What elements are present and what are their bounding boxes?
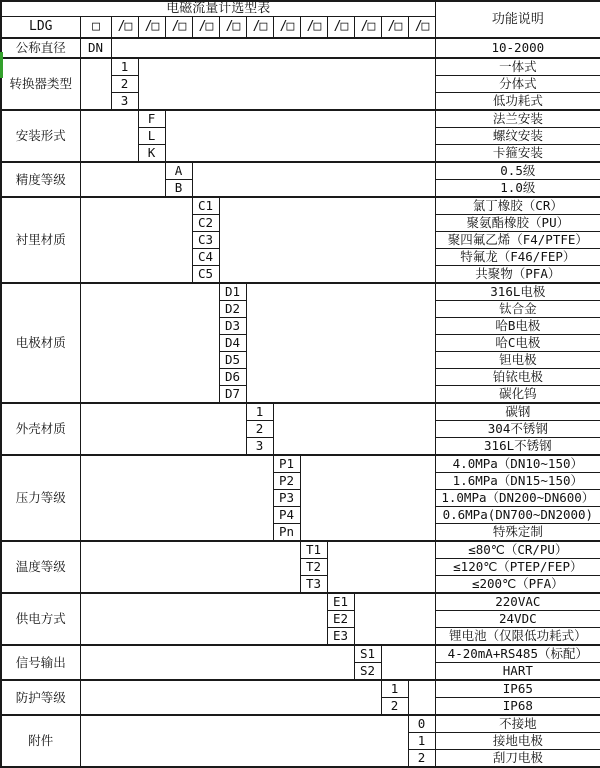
model-slot-box: /□ [408,17,435,39]
dn-blank-cell [111,38,435,58]
option-desc: 220VAC [435,593,600,611]
group-label: 精度等级 [1,162,80,197]
page-title: 电磁流量计选型表 [1,1,435,17]
option-code: 0 [408,715,435,733]
option-code: 2 [246,421,273,438]
option-row [1,58,600,76]
option-row [1,715,600,733]
option-code: P4 [273,507,300,524]
option-code: D7 [219,386,246,404]
model-slot-box: /□ [273,17,300,39]
option-desc: HART [435,663,600,681]
option-code: K [138,145,165,163]
header-row [1,1,600,17]
option-desc: 一体式 [435,58,600,76]
option-desc: 316L不锈钢 [435,438,600,456]
option-code: A [165,162,192,180]
option-desc: 聚四氟乙烯（F4/PTFE） [435,232,600,249]
blank-left-cell [80,455,273,541]
option-code: D1 [219,283,246,301]
option-desc: 4-20mA+RS485（标配） [435,645,600,663]
model-slot-box: /□ [381,17,408,39]
model-slot-box: /□ [246,17,273,39]
blank-left-cell [80,403,246,455]
option-desc: 特氟龙（F46/FEP） [435,249,600,266]
dn-row [1,38,600,58]
option-desc: 共聚物（PFA） [435,266,600,284]
option-desc: IP65 [435,680,600,698]
option-code: C2 [192,215,219,232]
group-label: 衬里材质 [1,197,80,283]
option-code: 2 [408,750,435,768]
group-label: 安装形式 [1,110,80,162]
option-desc: 1.0MPa（DN200~DN600） [435,490,600,507]
option-desc: 钛合金 [435,301,600,318]
option-code: P1 [273,455,300,473]
option-code: 1 [408,733,435,750]
option-desc: ≤120℃（PTEP/FEP） [435,559,600,576]
option-desc: 碳钢 [435,403,600,421]
option-desc: 316L电极 [435,283,600,301]
blank-right-cell [219,197,435,283]
option-desc: 接地电极 [435,733,600,750]
option-desc: 低功耗式 [435,93,600,111]
option-row [1,455,600,473]
option-code: L [138,128,165,145]
option-desc: 钽电极 [435,352,600,369]
option-code: 2 [111,76,138,93]
option-desc: 24VDC [435,611,600,628]
option-desc: ≤200℃（PFA） [435,576,600,594]
option-code: D6 [219,369,246,386]
blank-right-cell [300,455,435,541]
group-label: 转换器类型 [1,58,80,110]
blank-left-cell [80,541,300,593]
option-code: C4 [192,249,219,266]
blank-left-cell [80,645,354,680]
option-row [1,645,600,663]
option-desc: 304不锈钢 [435,421,600,438]
model-slot-box: /□ [219,17,246,39]
option-row [1,403,600,421]
blank-right-cell [408,680,435,715]
model-slot-box: /□ [138,17,165,39]
option-code: 1 [111,58,138,76]
blank-right-cell [327,541,435,593]
blank-right-cell [354,593,435,645]
model-slot-box: /□ [354,17,381,39]
option-row [1,680,600,698]
option-code: P3 [273,490,300,507]
option-desc: 0.6MPa(DN700~DN2000) [435,507,600,524]
option-code: C5 [192,266,219,284]
option-desc: 碳化钨 [435,386,600,404]
blank-right-cell [273,403,435,455]
option-desc: 卡箍安装 [435,145,600,163]
option-desc: 4.0MPa（DN10~150） [435,455,600,473]
option-code: 1 [381,680,408,698]
group-label: 附件 [1,715,80,767]
option-code: T2 [300,559,327,576]
model-base-box: □ [80,17,111,39]
option-desc: ≤80℃（CR/PU） [435,541,600,559]
blank-right-cell [381,645,435,680]
blank-left-cell [80,110,138,162]
option-code: C3 [192,232,219,249]
option-code: F [138,110,165,128]
model-slot-box: /□ [300,17,327,39]
option-code: D3 [219,318,246,335]
option-desc: IP68 [435,698,600,716]
option-row [1,110,600,128]
blank-left-cell [80,715,408,767]
option-row [1,197,600,215]
option-code: T3 [300,576,327,594]
option-desc: 氯丁橡胶（CR） [435,197,600,215]
option-code: Pn [273,524,300,542]
group-label: 供电方式 [1,593,80,645]
group-label: 电极材质 [1,283,80,403]
blank-right-cell [192,162,435,197]
option-desc: 不接地 [435,715,600,733]
blank-left-cell [80,283,219,403]
blank-left-cell [80,593,327,645]
option-desc: 哈B电极 [435,318,600,335]
group-label: 温度等级 [1,541,80,593]
option-code: 3 [246,438,273,456]
option-code: S1 [354,645,381,663]
model-slot-box: /□ [111,17,138,39]
option-row [1,162,600,180]
option-code: 3 [111,93,138,111]
option-desc: 聚氨酯橡胶（PU） [435,215,600,232]
option-code: 2 [381,698,408,716]
option-code: 1 [246,403,273,421]
option-desc: 0.5级 [435,162,600,180]
blank-right-cell [138,58,435,110]
group-label: 防护等级 [1,680,80,715]
option-code: E3 [327,628,354,646]
blank-left-cell [80,58,111,110]
option-desc: 分体式 [435,76,600,93]
option-desc: 锂电池（仅限低功耗式） [435,628,600,646]
option-desc: 刮刀电极 [435,750,600,768]
option-desc: 特殊定制 [435,524,600,542]
blank-right-cell [246,283,435,403]
option-desc: 铂铱电极 [435,369,600,386]
option-row [1,593,600,611]
blank-left-cell [80,197,192,283]
model-slot-box: /□ [165,17,192,39]
model-slot-box: /□ [327,17,354,39]
model-prefix: LDG [1,17,80,39]
option-code: T1 [300,541,327,559]
option-row [1,541,600,559]
option-code: D4 [219,335,246,352]
dn-desc: 10-2000 [435,38,600,58]
option-code: C1 [192,197,219,215]
option-desc: 哈C电极 [435,335,600,352]
option-code: E2 [327,611,354,628]
left-edge-artifact [0,52,3,78]
option-desc: 1.6MPa（DN15~150） [435,473,600,490]
option-desc: 1.0级 [435,180,600,198]
function-column-header: 功能说明 [435,1,600,38]
option-desc: 法兰安装 [435,110,600,128]
group-label: 压力等级 [1,455,80,541]
model-slot-box: /□ [192,17,219,39]
group-label: 信号输出 [1,645,80,680]
blank-left-cell [80,680,381,715]
group-label: 外壳材质 [1,403,80,455]
blank-left-cell [80,162,165,197]
option-row [1,283,600,301]
dn-code: DN [80,38,111,58]
option-code: D5 [219,352,246,369]
blank-right-cell [165,110,435,162]
dn-label: 公称直径 [1,38,80,58]
option-desc: 螺纹安装 [435,128,600,145]
option-code: P2 [273,473,300,490]
option-code: D2 [219,301,246,318]
option-code: E1 [327,593,354,611]
option-code: B [165,180,192,198]
option-code: S2 [354,663,381,681]
